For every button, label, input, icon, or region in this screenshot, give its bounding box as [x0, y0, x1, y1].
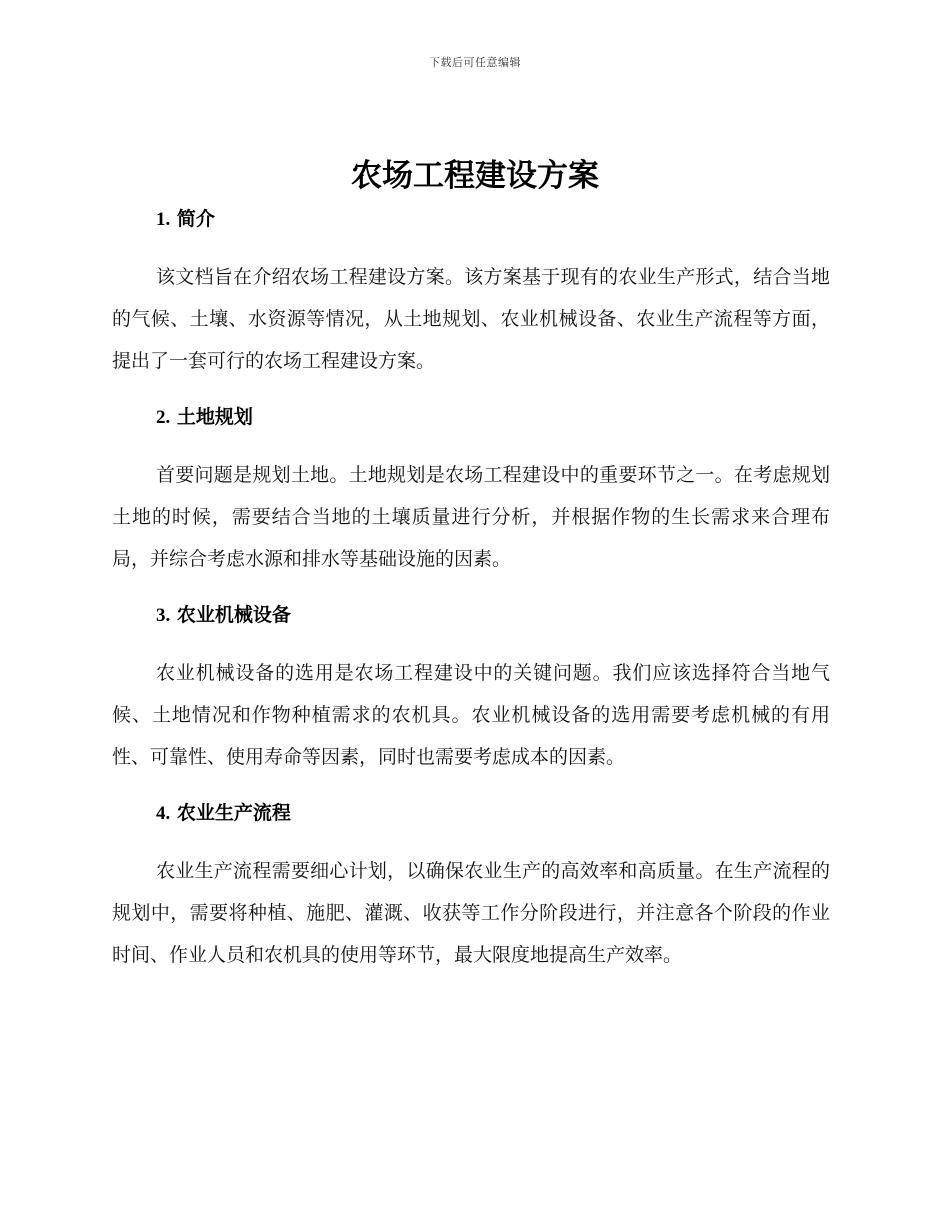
section-number: 4.: [156, 803, 171, 824]
section-number: 2.: [156, 407, 171, 428]
section-heading-text: 农业生产流程: [176, 802, 291, 824]
section-heading: [156, 402, 830, 432]
section-body: 该文档旨在介绍农场工程建设方案。该方案基于现有的农业生产形式，结合当地的气候、土壤、水资源等情况，从土地规划、农业机械设备、农业生产流程等方面，提出了一套可行的农场工程建设方案。: [112, 266, 830, 372]
section-body: 农业机械设备的选用是农场工程建设中的关键问题。我们应该选择符合当地气候、土地情况和作物种植需求的农机具。农业机械设备的选用需要考虑机械的有用性、可靠性、使用寿命等因素，同时也需要考虑成本的因素。: [112, 662, 830, 768]
header-note: 下载后可任意编辑: [429, 56, 521, 69]
document-title: 农场工程建设方案: [351, 158, 599, 194]
document-content: [112, 204, 830, 976]
section-heading-text: 农业机械设备: [176, 604, 291, 626]
section-number: 1.: [156, 209, 171, 230]
section-heading: [156, 798, 830, 828]
section-heading-text: 简介: [176, 208, 215, 230]
section-land-planning: [112, 402, 830, 580]
section-agricultural-machinery: [112, 600, 830, 778]
section-body: 农业生产流程需要细心计划，以确保农业生产的高效率和高质量。在生产流程的规划中，需要将种植、施肥、灌溉、收获等工作分阶段进行，并注意各个阶段的作业时间、作业人员和农机具的使用等环节，最大限度地提高生产效率。: [112, 860, 830, 966]
section-heading-text: 土地规划: [176, 406, 253, 428]
section-body: 首要问题是规划土地。土地规划是农场工程建设中的重要环节之一。在考虑规划土地的时候，需要结合当地的土壤质量进行分析，并根据作物的生长需求来合理布局，并综合考虑水源和排水等基础设施的因素。: [112, 464, 830, 570]
section-introduction: [112, 204, 830, 382]
section-number: 3.: [156, 605, 171, 626]
section-heading: [156, 600, 830, 630]
section-heading: [156, 204, 830, 234]
section-production-process: [112, 798, 830, 976]
